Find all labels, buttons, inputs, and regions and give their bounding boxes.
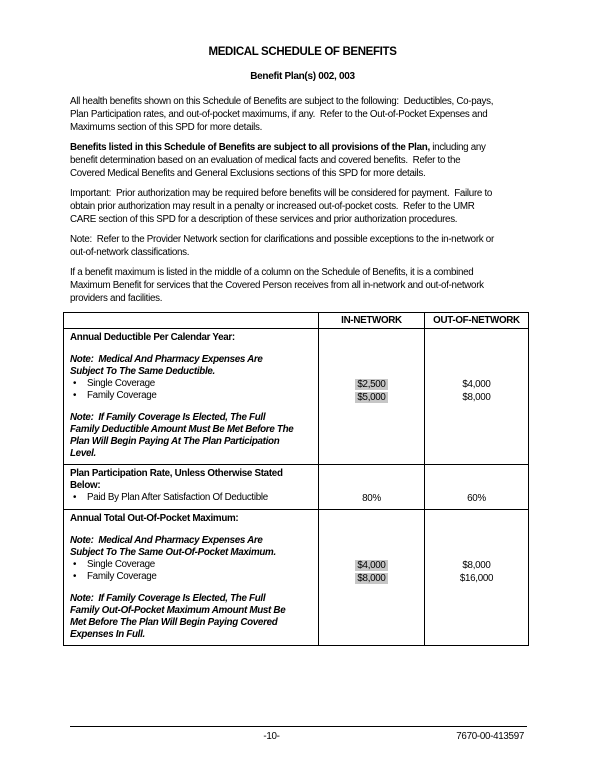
row-heading: Annual Total Out-Of-Pocket Maximum: — [70, 513, 239, 524]
value-line: $8,000 — [462, 392, 491, 403]
in-network-cell — [319, 329, 425, 465]
bullet-marker: • — [73, 390, 77, 401]
text-line: CARE section of this SPD for a description of these services and prior authorization procedures. — [70, 214, 458, 225]
value-line — [321, 559, 422, 572]
page-number: -10- — [263, 731, 280, 742]
highlighted-value: $5,000 — [357, 392, 386, 403]
row-note: Subject To The Same Deductible. — [70, 366, 215, 377]
label-cell — [64, 465, 319, 510]
bullet-item — [70, 559, 314, 571]
bullet-label: Family Coverage — [87, 390, 157, 401]
text-line: obtain prior authorization may result in a penalty or increased out-of-pocket costs. Refer to the UMR — [70, 201, 475, 212]
text-line: Note: Refer to the Provider Network section for clarifications and possible exceptions to the in-network or — [70, 234, 494, 245]
text-line: out-of-network classifications. — [70, 247, 190, 258]
text-line: benefit determination based on an evaluation of medical facts and covered benefits. Refer to the — [70, 155, 461, 166]
text-line: Covered Medical Benefits and General Exclusions sections of this SPD for more details. — [70, 168, 426, 179]
out-of-network-cell — [425, 465, 529, 510]
label-cell — [64, 510, 319, 646]
out-of-network-cell — [425, 329, 529, 465]
text-line: including any — [429, 142, 486, 153]
value-line — [321, 572, 422, 585]
bullet-item — [70, 378, 314, 390]
bullet-marker: • — [73, 492, 77, 503]
value-line — [321, 378, 422, 391]
bullet-marker: • — [73, 378, 77, 389]
bold-lead-text: Benefits listed in this Schedule of Benefits are subject to all provisions of the Plan, — [70, 142, 430, 153]
bullet-marker: • — [73, 571, 77, 582]
page-subtitle: Benefit Plan(s) 002, 003 — [250, 71, 355, 82]
row-note: Note: If Family Coverage Is Elected, The Full — [70, 412, 266, 423]
row-heading: Below: — [70, 480, 101, 491]
row-note: Subject To The Same Out-Of-Pocket Maximum. — [70, 547, 276, 558]
column-header-in-network: IN-NETWORK — [319, 313, 425, 329]
row-note: Level. — [70, 448, 96, 459]
row-note: Expenses In Full. — [70, 629, 145, 640]
text-line: If a benefit maximum is listed in the middle of a column on the Schedule of Benefits, it is a combined — [70, 267, 474, 278]
text-line — [70, 141, 535, 154]
benefits-table — [63, 312, 529, 646]
value-line: $4,000 — [462, 379, 491, 390]
paragraph-provider-network-note — [70, 233, 535, 259]
page-title: MEDICAL SCHEDULE OF BENEFITS — [208, 46, 397, 58]
column-header-out-of-network: OUT-OF-NETWORK — [425, 313, 529, 329]
paragraph-benefit-maximum — [70, 266, 535, 305]
table-row-annual-oop-maximum — [64, 510, 529, 646]
text-line: Maximums section of this SPD for more details. — [70, 122, 263, 133]
table-row-annual-deductible — [64, 329, 529, 465]
row-heading: Annual Deductible Per Calendar Year: — [70, 332, 235, 343]
in-network-cell — [319, 510, 425, 646]
in-network-cell — [319, 465, 425, 510]
row-note: Plan Will Begin Paying At The Plan Participation — [70, 436, 280, 447]
paragraph-benefits-subject — [70, 95, 535, 134]
paragraph-plan-provisions — [70, 141, 535, 180]
value-line: 80% — [362, 493, 381, 504]
bullet-label: Single Coverage — [87, 559, 155, 570]
out-of-network-cell — [425, 510, 529, 646]
highlighted-value: $2,500 — [357, 379, 386, 390]
bullet-label: Paid By Plan After Satisfaction Of Deductible — [87, 492, 268, 503]
text-line: Maximum Benefit for services that the Covered Person receives from all in-network and out-of-network — [70, 280, 484, 291]
page-footer — [70, 726, 527, 748]
row-note: Family Out-Of-Pocket Maximum Amount Must Be — [70, 605, 286, 616]
bullet-item — [70, 390, 314, 402]
paragraph-prior-authorization — [70, 187, 535, 226]
value-line: 60% — [467, 493, 486, 504]
table-header-row — [64, 313, 529, 329]
bullet-marker: • — [73, 559, 77, 570]
label-cell — [64, 329, 319, 465]
bullet-label: Family Coverage — [87, 571, 157, 582]
value-line — [321, 391, 422, 404]
highlighted-value: $4,000 — [357, 560, 386, 571]
highlighted-value: $8,000 — [357, 573, 386, 584]
document-number: 7670-00-413597 — [456, 731, 524, 742]
intro-paragraphs — [70, 95, 535, 305]
text-line: All health benefits shown on this Schedule of Benefits are subject to the following: Deductibles, Co-pays, — [70, 96, 494, 107]
column-header-blank — [64, 313, 319, 329]
row-heading: Plan Participation Rate, Unless Otherwise Stated — [70, 468, 283, 479]
text-line: providers and facilities. — [70, 293, 163, 304]
value-line: $16,000 — [459, 573, 494, 584]
bullet-item — [70, 492, 314, 504]
text-line: Important: Prior authorization may be required before benefits will be considered for payment. Failure to — [70, 188, 493, 199]
table-row-plan-participation — [64, 465, 529, 510]
row-note: Family Deductible Amount Must Be Met Before The — [70, 424, 294, 435]
row-note: Note: Medical And Pharmacy Expenses Are — [70, 354, 263, 365]
row-note: Note: Medical And Pharmacy Expenses Are — [70, 535, 263, 546]
row-note: Note: If Family Coverage Is Elected, The Full — [70, 593, 266, 604]
value-line: $8,000 — [462, 560, 491, 571]
bullet-label: Single Coverage — [87, 378, 155, 389]
text-line: Plan Participation rates, and out-of-pocket maximums, if any. Refer to the Out-of-Pocket Expenses and — [70, 109, 488, 120]
bullet-item — [70, 571, 314, 583]
row-note: Met Before The Plan Will Begin Paying Covered — [70, 617, 278, 628]
